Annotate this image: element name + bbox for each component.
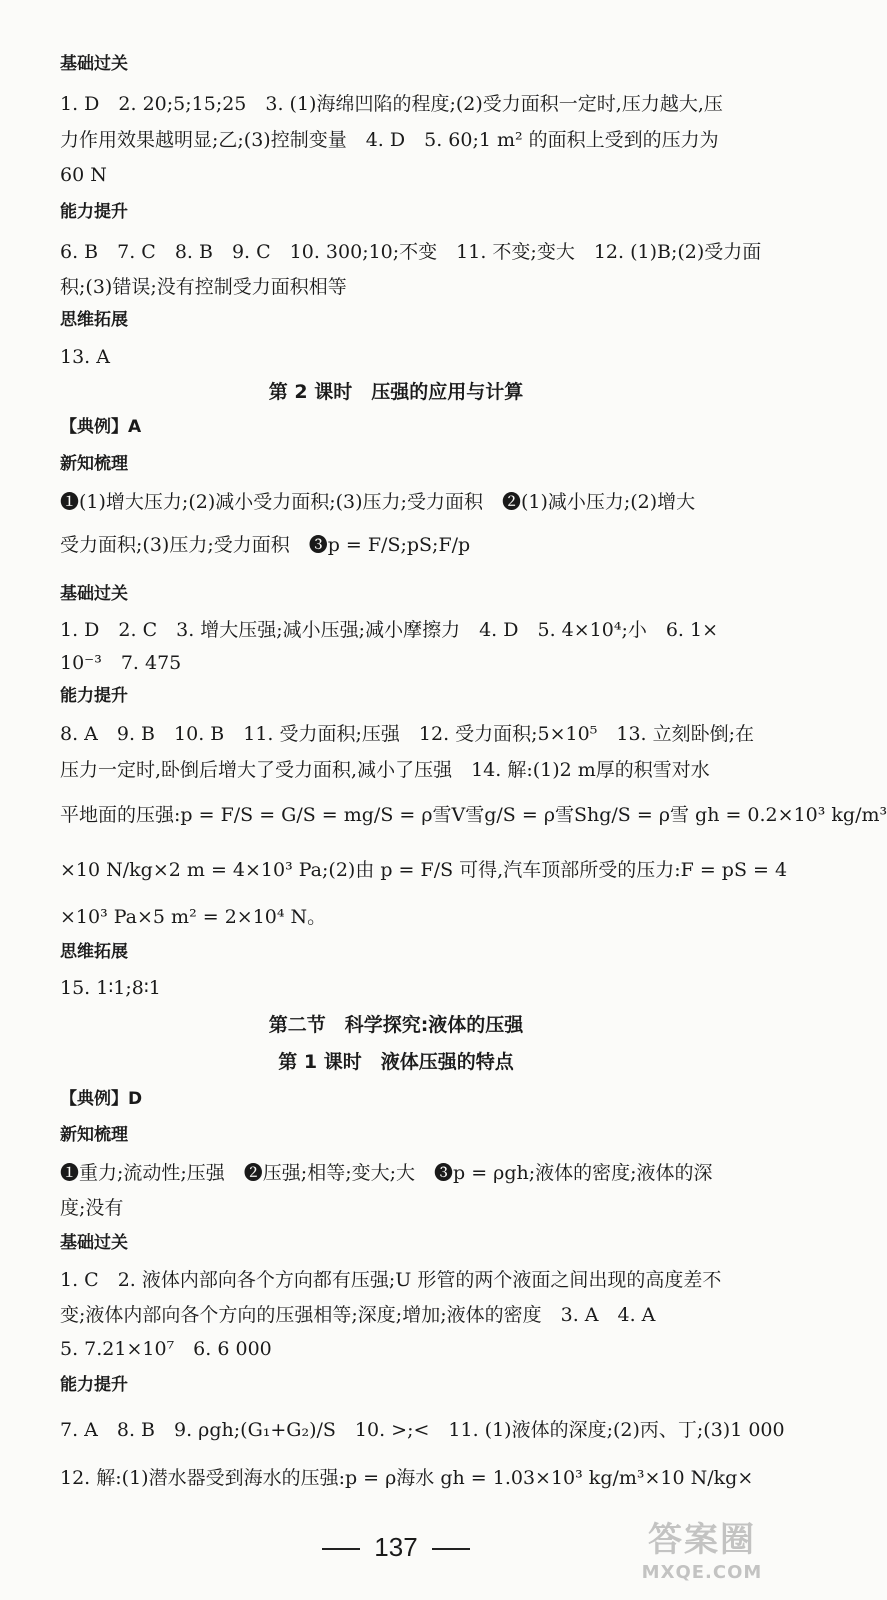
example-line: 【典例】D bbox=[60, 1089, 143, 1109]
answer-line: 13. A bbox=[60, 346, 110, 368]
section-title: 第二节 科学探究:液体的压强 bbox=[268, 1014, 524, 1036]
page-number-dash-left bbox=[322, 1548, 360, 1550]
answer-line: 1. D 2. C 3. 增大压强;减小压强;减小摩擦力 4. D 5. 4×10⁴;小 6. 1× bbox=[60, 619, 719, 641]
watermark-url: MXQE.COM bbox=[641, 1562, 763, 1583]
lesson-title: 第 2 课时 压强的应用与计算 bbox=[268, 381, 524, 403]
section-heading: 能力提升 bbox=[60, 1375, 128, 1395]
answer-line: 积;(3)错误;没有控制受力面积相等 bbox=[60, 276, 347, 298]
watermark-logo bbox=[627, 1518, 777, 1592]
answer-line: 1. C 2. 液体内部向各个方向都有压强;U 形管的两个液面之间出现的高度差不 bbox=[60, 1269, 722, 1291]
answer-line: 8. A 9. B 10. B 11. 受力面积;压强 12. 受力面积;5×10⁵ 13. 立刻卧倒;在 bbox=[60, 723, 755, 745]
answer-line: ❶重力;流动性;压强 ❷压强;相等;变大;大 ❸p = ρgh;液体的密度;液体的深 bbox=[60, 1162, 713, 1184]
section-heading: 思维拓展 bbox=[60, 942, 128, 962]
section-heading: 基础过关 bbox=[60, 584, 128, 604]
answer-line: ×10³ Pa×5 m² = 2×10⁴ N。 bbox=[60, 906, 327, 928]
section-heading: 新知梳理 bbox=[60, 1125, 128, 1145]
example-line: 【典例】A bbox=[60, 417, 142, 437]
answer-line: 5. 7.21×10⁷ 6. 6 000 bbox=[60, 1338, 272, 1360]
answer-line: 压力一定时,卧倒后增大了受力面积,减小了压强 14. 解:(1)2 m厚的积雪对水 bbox=[60, 759, 710, 781]
section-heading: 思维拓展 bbox=[60, 310, 128, 330]
answer-line: 15. 1∶1;8∶1 bbox=[60, 977, 161, 999]
answer-line: ×10 N/kg×2 m = 4×10³ Pa;(2)由 p = F/S 可得,汽车顶部所受的压力:F = pS = 4 bbox=[60, 859, 788, 881]
answer-line: 度;没有 bbox=[60, 1197, 124, 1219]
section-heading: 能力提升 bbox=[60, 202, 128, 222]
page-number-text: 137 bbox=[374, 1532, 418, 1562]
answer-line: 12. 解:(1)潜水器受到海水的压强:p = ρ海水 gh = 1.03×10³ kg/m³×10 N/kg× bbox=[60, 1467, 754, 1489]
answer-line: ❶(1)增大压力;(2)减小受力面积;(3)压力;受力面积 ❷(1)减小压力;(2)增大 bbox=[60, 491, 696, 513]
answer-line: 6. B 7. C 8. B 9. C 10. 300;10;不变 11. 不变;变大 12. (1)B;(2)受力面 bbox=[60, 241, 762, 263]
section-heading: 基础过关 bbox=[60, 54, 128, 74]
answer-line: 受力面积;(3)压力;受力面积 ❸p = F/S;pS;F/p bbox=[60, 534, 471, 556]
section-heading: 能力提升 bbox=[60, 686, 128, 706]
page-number-dash-right bbox=[432, 1548, 470, 1550]
section-heading: 新知梳理 bbox=[60, 454, 128, 474]
answer-line: 平地面的压强:p = F/S = G/S = mg/S = ρ雪V雪g/S = ρ雪Shg/S = ρ雪 gh = 0.2×10³ kg/m³ bbox=[60, 804, 887, 826]
section-heading: 基础过关 bbox=[60, 1233, 128, 1253]
answer-line: 变;液体内部向各个方向的压强相等;深度;增加;液体的密度 3. A 4. A bbox=[60, 1304, 656, 1326]
answer-line: 60 N bbox=[60, 164, 107, 186]
answer-line: 10⁻³ 7. 475 bbox=[60, 652, 182, 674]
answer-line: 1. D 2. 20;5;15;25 3. (1)海绵凹陷的程度;(2)受力面积一定时,压力越大,压 bbox=[60, 93, 723, 115]
watermark-title: 答案圈 bbox=[648, 1520, 756, 1560]
lesson-title: 第 1 课时 液体压强的特点 bbox=[278, 1051, 514, 1073]
answer-line: 力作用效果越明显;乙;(3)控制变量 4. D 5. 60;1 m² 的面积上受到的压力为 bbox=[60, 129, 719, 151]
answer-line: 7. A 8. B 9. ρgh;(G₁+G₂)/S 10. >;< 11. (1)液体的深度;(2)丙、丁;(3)1 000 bbox=[60, 1419, 785, 1441]
